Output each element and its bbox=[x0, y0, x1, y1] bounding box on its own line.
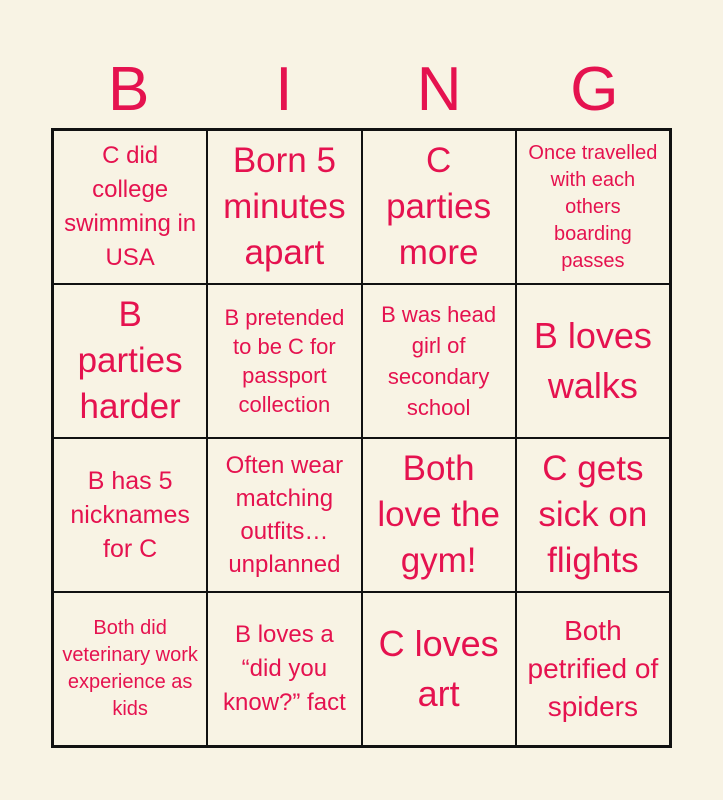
bingo-cell[interactable] bbox=[53, 284, 207, 438]
cell-text: C parties more bbox=[386, 141, 492, 272]
bingo-cell[interactable] bbox=[516, 284, 670, 438]
bingo-cell[interactable] bbox=[516, 592, 670, 746]
bingo-cell[interactable] bbox=[53, 438, 207, 592]
cell-text: B has 5 nicknames for C bbox=[70, 467, 190, 563]
header-letter-g: G bbox=[570, 55, 619, 124]
cell-text: Often wear matching outfits… unplanned bbox=[225, 452, 344, 578]
bingo-cell[interactable] bbox=[207, 592, 361, 746]
cell-text: Both love the gym! bbox=[377, 449, 500, 580]
cell-text: C did college swimming in USA bbox=[64, 142, 197, 271]
bingo-cell[interactable] bbox=[362, 130, 516, 284]
header-letter-b: B bbox=[107, 55, 150, 124]
bingo-cell[interactable] bbox=[207, 438, 361, 592]
cell-text: B parties harder bbox=[77, 295, 183, 426]
cell-text: C loves art bbox=[378, 623, 499, 714]
cell-text: B was head girl of secondary school bbox=[381, 302, 497, 420]
cell-text: B pretended to be C for passport collection bbox=[224, 305, 345, 417]
bingo-cell[interactable] bbox=[362, 592, 516, 746]
bingo-cell[interactable] bbox=[53, 130, 207, 284]
bingo-header bbox=[51, 52, 672, 128]
bingo-cell[interactable] bbox=[516, 438, 670, 592]
bingo-cell[interactable] bbox=[516, 130, 670, 284]
bingo-cell[interactable] bbox=[207, 284, 361, 438]
bingo-grid bbox=[51, 128, 672, 748]
header-letter-i: I bbox=[275, 55, 293, 124]
header-letter-n: N bbox=[416, 55, 462, 124]
cell-text: Both did veterinary work experience as kids bbox=[62, 617, 198, 720]
bingo-cell[interactable] bbox=[207, 130, 361, 284]
cell-text: C gets sick on flights bbox=[538, 449, 648, 580]
bingo-cell[interactable] bbox=[362, 438, 516, 592]
bingo-cell[interactable] bbox=[53, 592, 207, 746]
cell-text: Both petrified of spiders bbox=[527, 615, 659, 722]
cell-text: Born 5 minutes apart bbox=[223, 141, 346, 272]
cell-text: B loves walks bbox=[533, 315, 652, 406]
bingo-cell[interactable] bbox=[362, 284, 516, 438]
cell-text: B loves a “did you know?” fact bbox=[223, 621, 346, 716]
cell-text: Once travelled with each others boarding passes bbox=[528, 141, 658, 272]
